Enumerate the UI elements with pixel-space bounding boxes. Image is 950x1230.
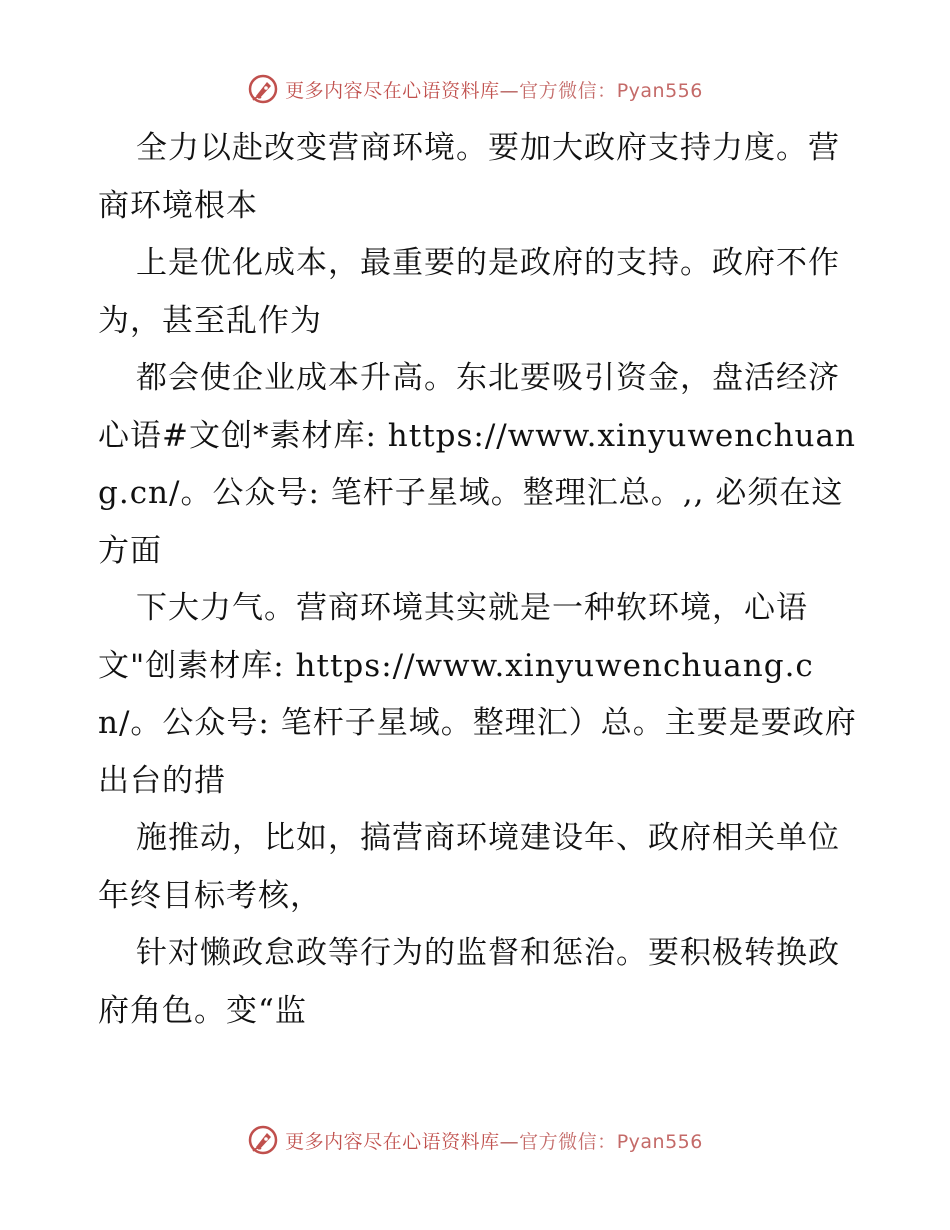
footer-separator: — bbox=[499, 1130, 520, 1153]
footer-brand-main: 更多内容尽在心语资料库 bbox=[285, 1130, 500, 1153]
paragraph-1: 全力以赴改变营商环境。要加大政府支持力度。营商环境根本 bbox=[98, 130, 840, 224]
paragraph-6: 针对懒政怠政等行为的监督和惩治。要积极转换政府角色。变“监 bbox=[98, 935, 840, 1029]
document-body bbox=[98, 120, 858, 1040]
paragraph-3: 都会使企业成本升高。东北要吸引资金，盘活经济心语#文创*素材库: https://www.xinyuwenchuang.cn/。公众号: 笔杆子星域。整理汇总。,, 必须在这方面 bbox=[98, 360, 856, 569]
footer-wechat-label: 官方微信： bbox=[519, 1130, 617, 1153]
paragraph-4: 下大力气。营商环境其实就是一种软环境，心语文"创素材库: https://www.xinyuwenchuang.cn/。公众号: 笔杆子星域。整理汇）总。主要是要政府出台的措 bbox=[98, 590, 857, 799]
header-brand-text bbox=[285, 76, 703, 103]
header-brand bbox=[0, 72, 950, 106]
header-wechat-label: 官方微信： bbox=[519, 79, 617, 102]
pen-nib-logo-icon bbox=[247, 73, 279, 105]
footer-brand bbox=[0, 1123, 950, 1157]
footer-wechat-id: Pyan556 bbox=[616, 1130, 703, 1153]
paragraph-2: 上是优化成本，最重要的是政府的支持。政府不作为，甚至乱作为 bbox=[98, 245, 840, 339]
pen-nib-logo-icon bbox=[247, 1124, 279, 1156]
header-wechat-id: Pyan556 bbox=[616, 79, 703, 102]
header-brand-main: 更多内容尽在心语资料库 bbox=[285, 79, 500, 102]
footer-brand-text bbox=[285, 1127, 703, 1154]
paragraph-5: 施推动，比如，搞营商环境建设年、政府相关单位年终目标考核， bbox=[98, 820, 840, 914]
header-separator: — bbox=[499, 79, 520, 102]
